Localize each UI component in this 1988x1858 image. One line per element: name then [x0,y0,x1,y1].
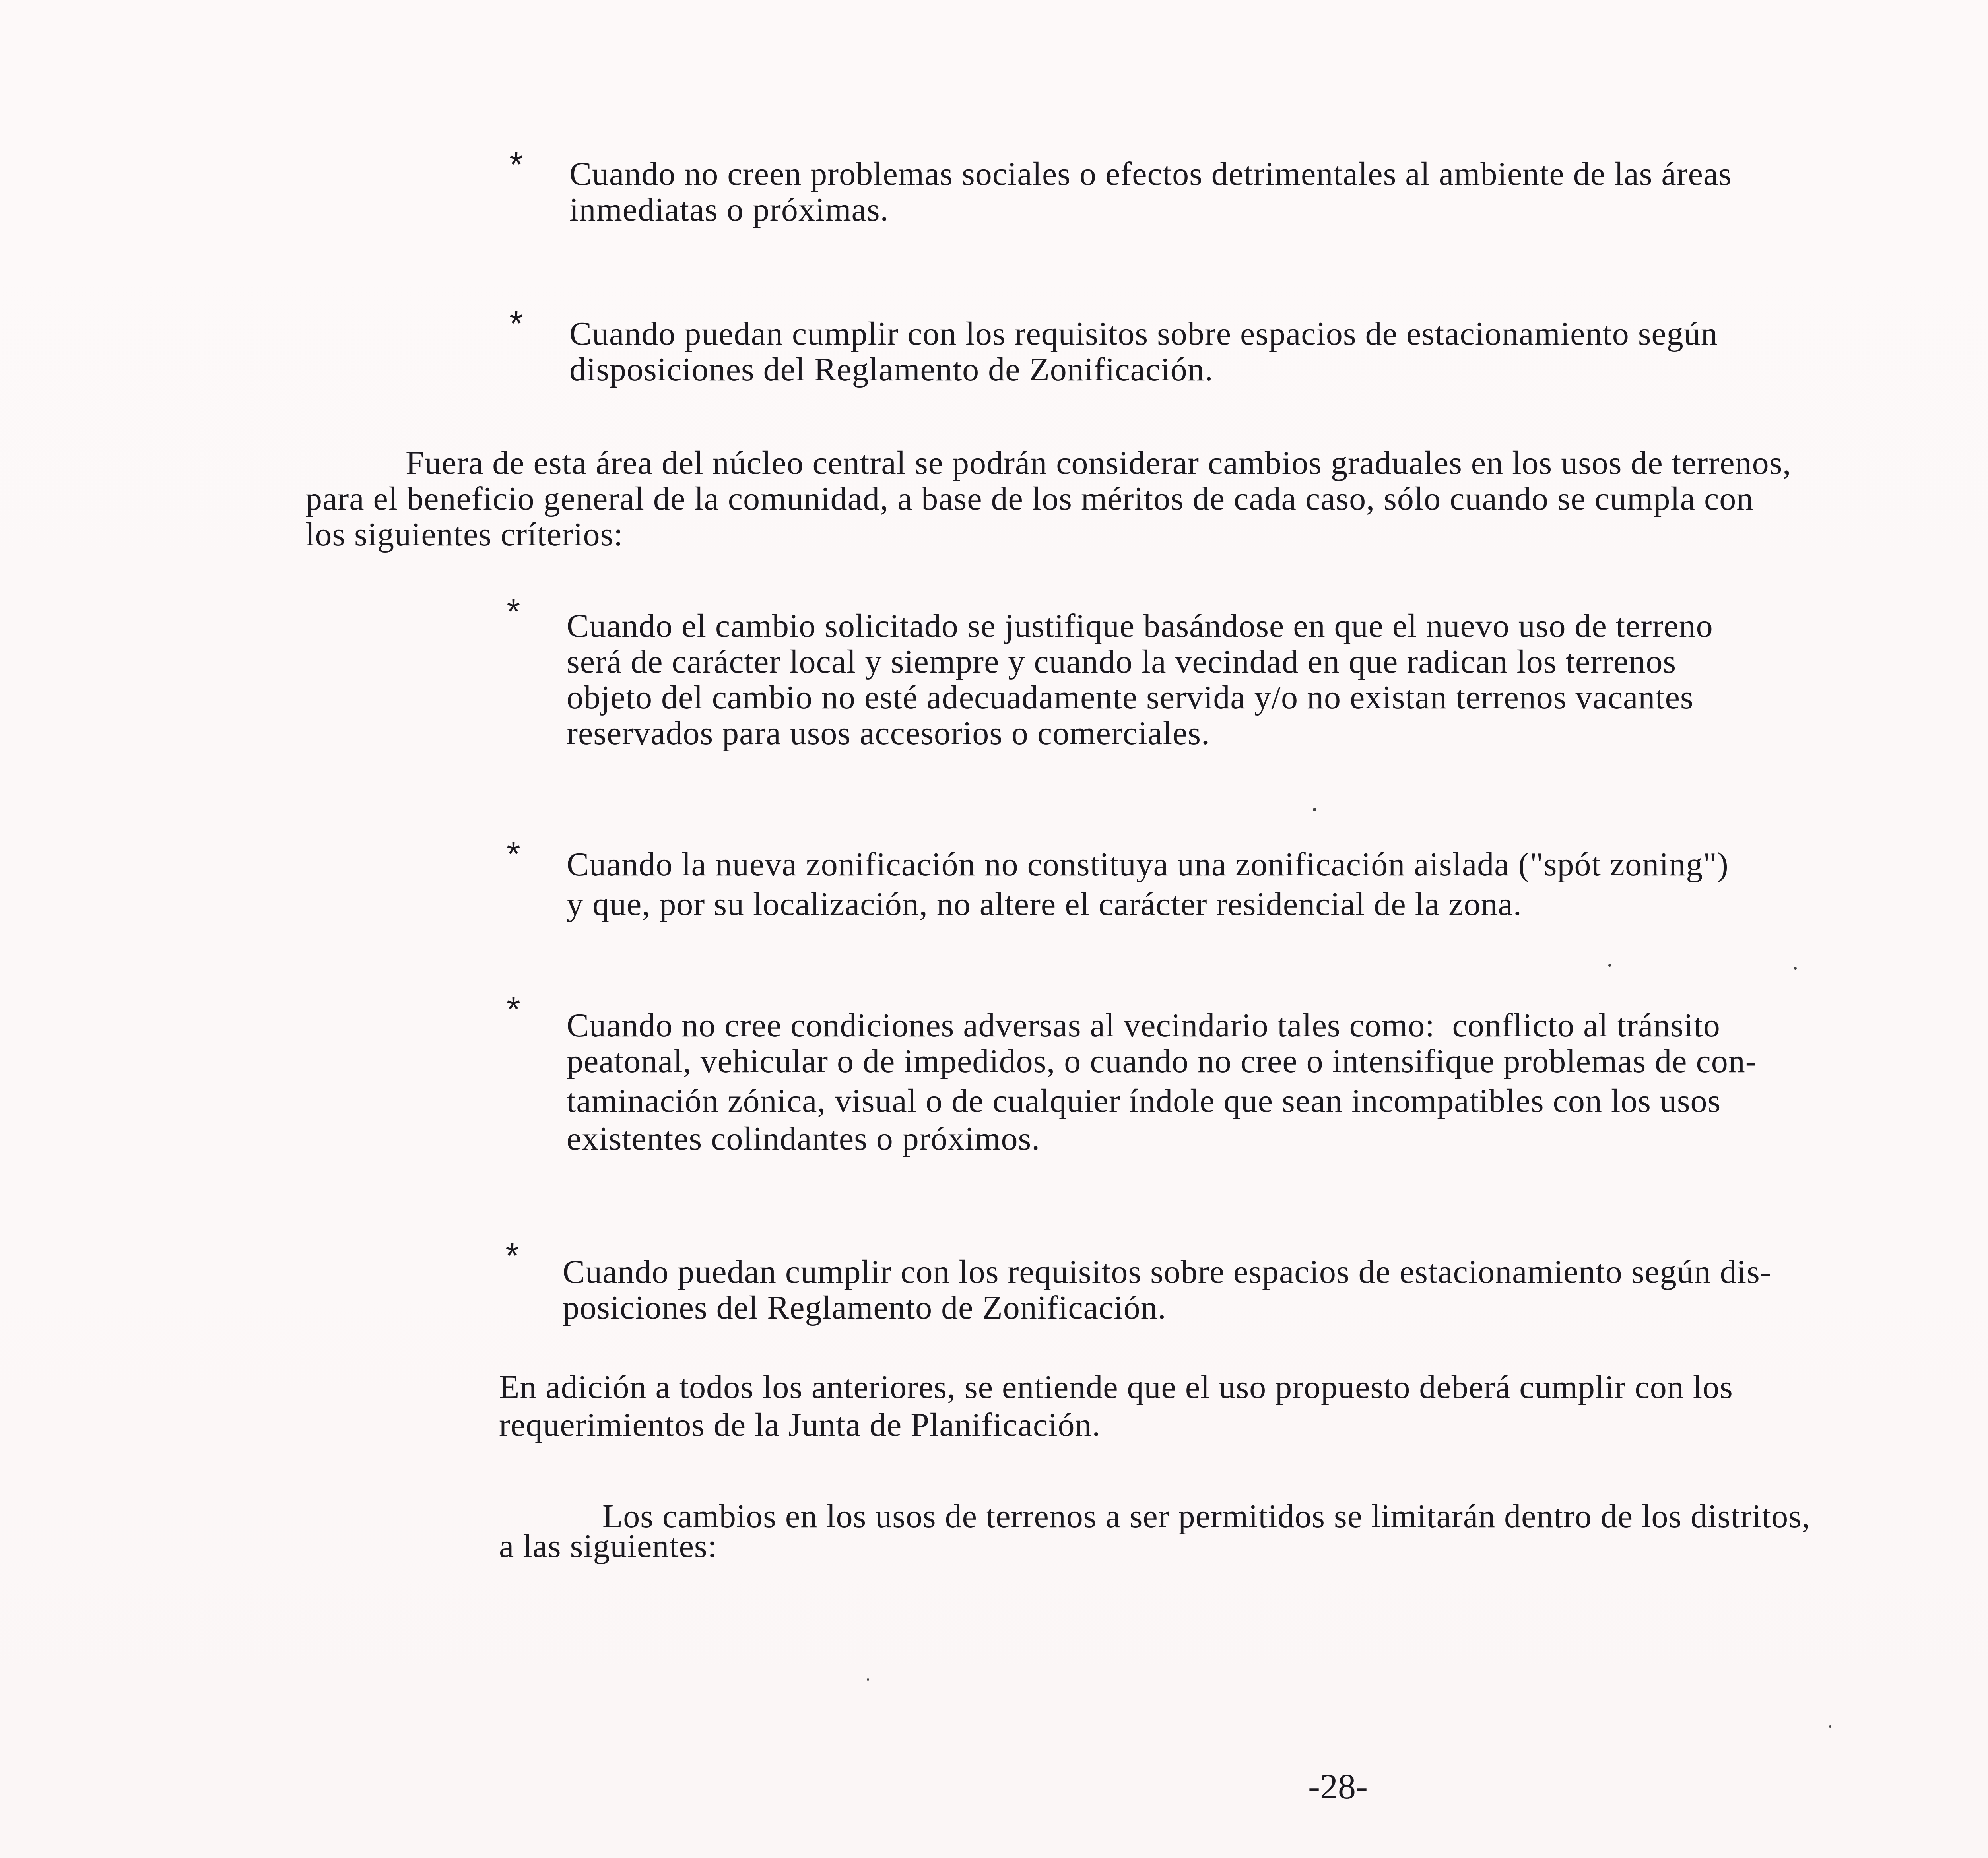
scan-speck [867,1678,869,1681]
bullet-text-line: posiciones del Reglamento de Zonificación. [563,1289,1167,1326]
bullet-text-line: disposiciones del Reglamento de Zonificación. [569,351,1213,388]
bullet-asterisk: * [503,994,524,1033]
scan-speck [1608,964,1611,967]
bullet-text-line: reservados para usos accesorios o comerciales. [567,715,1210,752]
bullet-text-line: será de carácter local y siempre y cuando la vecindad en que radican los terrenos [567,643,1677,680]
bullet-asterisk: * [503,596,524,636]
scan-speck [1829,1725,1831,1728]
paragraph-line: requerimientos de la Junta de Planificación. [499,1406,1101,1443]
scan-speck [1794,967,1797,970]
paragraph-line: para el beneficio general de la comunidad, a base de los méritos de cada caso, sólo cuando se cumpla con [305,480,1754,517]
bullet-text-line: taminación zónica, visual o de cualquier índole que sean incompatibles con los usos [567,1082,1721,1119]
paragraph-line: Fuera de esta área del núcleo central se podrán considerar cambios graduales en los usos de terrenos, [406,444,1792,481]
bullet-asterisk: * [506,308,527,347]
scan-speck [1313,808,1316,811]
bullet-text-line: existentes colindantes o próximos. [567,1120,1041,1157]
page-number: -28- [1308,1767,1368,1806]
paragraph-line: los siguientes críterios: [305,516,623,553]
bullet-asterisk: * [502,1240,523,1280]
paragraph-line: En adición a todos los anteriores, se entiende que el uso propuesto deberá cumplir con los [499,1369,1733,1406]
bullet-asterisk: * [506,149,527,188]
bullet-text-line: Cuando puedan cumplir con los requisitos sobre espacios de estacionamiento según dis- [563,1253,1772,1290]
bullet-text-line: peatonal, vehicular o de impedidos, o cuando no cree o intensifique problemas de con- [567,1043,1757,1080]
bullet-text-line: objeto del cambio no esté adecuadamente servida y/o no existan terrenos vacantes [567,679,1694,716]
bullet-text-line: Cuando no creen problemas sociales o efectos detrimentales al ambiente de las áreas [569,155,1732,192]
bullet-text-line: Cuando la nueva zonificación no constituya una zonificación aislada ("spót zoning") [567,846,1729,883]
bullet-text-line: inmediatas o próximas. [569,191,889,228]
bullet-text-line: y que, por su localización, no altere el carácter residencial de la zona. [567,886,1522,923]
bullet-text-line: Cuando puedan cumplir con los requisitos sobre espacios de estacionamiento según [569,315,1718,352]
paragraph-line: Los cambios en los usos de terrenos a ser permitidos se limitarán dentro de los distritos, [602,1498,1811,1535]
paragraph-line: a las siguientes: [499,1528,717,1565]
bullet-text-line: Cuando el cambio solicitado se justifique basándose en que el nuevo uso de terreno [567,607,1713,644]
bullet-asterisk: * [503,839,524,878]
bullet-text-line: Cuando no cree condiciones adversas al vecindario tales como: conflicto al tránsito [567,1007,1720,1044]
